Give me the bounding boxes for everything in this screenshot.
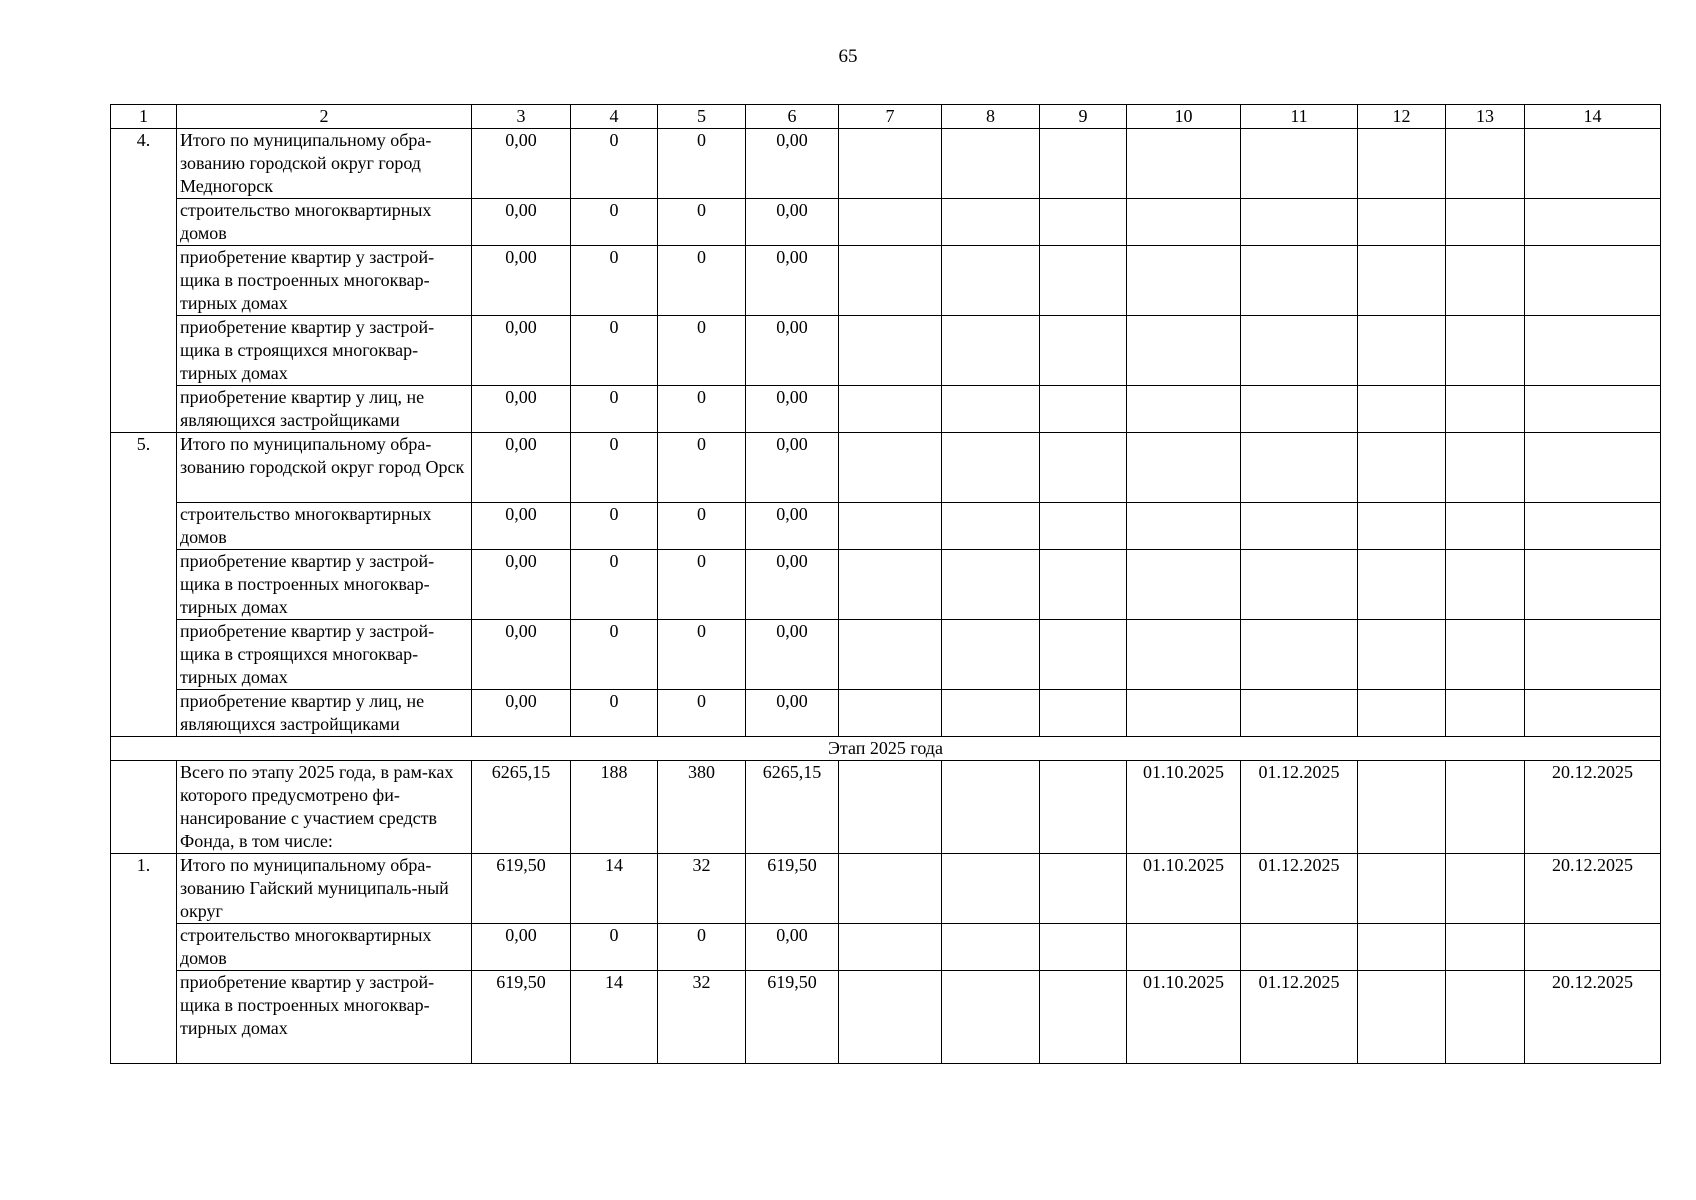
cell-col-12 [1358, 690, 1446, 737]
cell-col-11 [1241, 503, 1358, 550]
row-description: приобретение квартир у застрой-щика в строящихся многоквар-тирных домах [177, 316, 472, 386]
cell-col-12 [1358, 503, 1446, 550]
cell-col-5: 0 [658, 550, 746, 620]
cell-col-10 [1127, 620, 1241, 690]
cell-col-3: 0,00 [472, 550, 571, 620]
table-row [111, 129, 1661, 199]
cell-col-7 [839, 620, 942, 690]
cell-col-5: 0 [658, 129, 746, 199]
cell-col-5: 0 [658, 924, 746, 971]
table-row [111, 924, 1661, 971]
cell-col-3: 0,00 [472, 503, 571, 550]
cell-col-8 [942, 620, 1040, 690]
cell-col-5: 0 [658, 620, 746, 690]
cell-col-4: 14 [571, 971, 658, 1064]
column-number: 5 [658, 105, 746, 129]
cell-col-5: 32 [658, 971, 746, 1064]
cell-col-10 [1127, 550, 1241, 620]
cell-col-8 [942, 550, 1040, 620]
cell-col-11 [1241, 433, 1358, 503]
cell-col-4: 0 [571, 433, 658, 503]
cell-col-4: 0 [571, 620, 658, 690]
page-number: 65 [838, 46, 858, 67]
column-number: 6 [746, 105, 839, 129]
cell-col-12 [1358, 199, 1446, 246]
row-description: приобретение квартир у лиц, не являющихся застройщиками [177, 690, 472, 737]
cell-col-13 [1446, 199, 1525, 246]
cell-col-11 [1241, 620, 1358, 690]
cell-col-4: 0 [571, 386, 658, 433]
row-description: приобретение квартир у застрой-щика в построенных многоквар-тирных домах [177, 971, 472, 1064]
cell-col-9 [1040, 550, 1127, 620]
cell-col-9 [1040, 971, 1127, 1064]
cell-col-13 [1446, 971, 1525, 1064]
cell-col-7 [839, 246, 942, 316]
row-description: Всего по этапу 2025 года, в рам-ках которого предусмотрено фи-нансирование с участием средств Фонда, в том числе: [177, 761, 472, 854]
cell-col-14 [1525, 620, 1661, 690]
cell-col-9 [1040, 503, 1127, 550]
cell-col-6: 0,00 [746, 620, 839, 690]
cell-col-13 [1446, 924, 1525, 971]
cell-col-8 [942, 199, 1040, 246]
cell-col-4: 0 [571, 316, 658, 386]
table-row [111, 316, 1661, 386]
cell-col-13 [1446, 433, 1525, 503]
cell-col-11 [1241, 129, 1358, 199]
cell-col-3: 619,50 [472, 971, 571, 1064]
cell-col-5: 0 [658, 386, 746, 433]
cell-col-10: 01.10.2025 [1127, 971, 1241, 1064]
cell-col-8 [942, 854, 1040, 924]
cell-col-9 [1040, 246, 1127, 316]
cell-col-14 [1525, 550, 1661, 620]
cell-col-5: 0 [658, 246, 746, 316]
cell-col-6: 0,00 [746, 199, 839, 246]
table-row [111, 550, 1661, 620]
table-row [111, 761, 1661, 854]
row-description: приобретение квартир у застрой-щика в построенных многоквар-тирных домах [177, 246, 472, 316]
cell-col-3: 6265,15 [472, 761, 571, 854]
cell-col-6: 0,00 [746, 386, 839, 433]
table-row [111, 503, 1661, 550]
column-number: 8 [942, 105, 1040, 129]
column-number: 4 [571, 105, 658, 129]
cell-col-7 [839, 433, 942, 503]
table-row [111, 433, 1661, 503]
cell-col-8 [942, 129, 1040, 199]
row-number [111, 761, 177, 854]
cell-col-13 [1446, 503, 1525, 550]
column-number: 3 [472, 105, 571, 129]
column-number: 12 [1358, 105, 1446, 129]
cell-col-3: 619,50 [472, 854, 571, 924]
cell-col-12 [1358, 386, 1446, 433]
cell-col-4: 0 [571, 199, 658, 246]
cell-col-14: 20.12.2025 [1525, 971, 1661, 1064]
cell-col-11 [1241, 316, 1358, 386]
cell-col-5: 0 [658, 316, 746, 386]
cell-col-9 [1040, 433, 1127, 503]
row-description: строительство многоквартирных домов [177, 199, 472, 246]
cell-col-14: 20.12.2025 [1525, 854, 1661, 924]
column-number: 9 [1040, 105, 1127, 129]
cell-col-9 [1040, 924, 1127, 971]
cell-col-9 [1040, 199, 1127, 246]
cell-col-4: 0 [571, 246, 658, 316]
cell-col-13 [1446, 316, 1525, 386]
cell-col-12 [1358, 854, 1446, 924]
cell-col-11: 01.12.2025 [1241, 761, 1358, 854]
cell-col-7 [839, 761, 942, 854]
cell-col-8 [942, 690, 1040, 737]
cell-col-14: 20.12.2025 [1525, 761, 1661, 854]
cell-col-14 [1525, 129, 1661, 199]
cell-col-14 [1525, 433, 1661, 503]
row-description: Итого по муниципальному обра-зованию городской округ город Орск [177, 433, 472, 503]
cell-col-7 [839, 129, 942, 199]
cell-col-14 [1525, 316, 1661, 386]
cell-col-6: 619,50 [746, 854, 839, 924]
cell-col-7 [839, 971, 942, 1064]
cell-col-10 [1127, 433, 1241, 503]
cell-col-13 [1446, 620, 1525, 690]
cell-col-12 [1358, 433, 1446, 503]
cell-col-4: 0 [571, 503, 658, 550]
cell-col-12 [1358, 550, 1446, 620]
cell-col-8 [942, 246, 1040, 316]
cell-col-14 [1525, 199, 1661, 246]
cell-col-13 [1446, 550, 1525, 620]
cell-col-3: 0,00 [472, 386, 571, 433]
cell-col-9 [1040, 854, 1127, 924]
cell-col-10 [1127, 199, 1241, 246]
cell-col-10 [1127, 316, 1241, 386]
cell-col-12 [1358, 316, 1446, 386]
column-number: 14 [1525, 105, 1661, 129]
cell-col-10 [1127, 246, 1241, 316]
cell-col-7 [839, 854, 942, 924]
column-number: 13 [1446, 105, 1525, 129]
cell-col-6: 0,00 [746, 503, 839, 550]
column-number: 1 [111, 105, 177, 129]
cell-col-4: 0 [571, 550, 658, 620]
cell-col-7 [839, 550, 942, 620]
row-description: приобретение квартир у лиц, не являющихся застройщиками [177, 386, 472, 433]
cell-col-14 [1525, 246, 1661, 316]
stage-title: Этап 2025 года [111, 737, 1661, 761]
cell-col-7 [839, 386, 942, 433]
cell-col-11 [1241, 199, 1358, 246]
cell-col-8 [942, 316, 1040, 386]
cell-col-10 [1127, 503, 1241, 550]
cell-col-8 [942, 503, 1040, 550]
cell-col-6: 6265,15 [746, 761, 839, 854]
cell-col-13 [1446, 854, 1525, 924]
cell-col-9 [1040, 620, 1127, 690]
cell-col-6: 619,50 [746, 971, 839, 1064]
cell-col-7 [839, 316, 942, 386]
table-row [111, 690, 1661, 737]
cell-col-9 [1040, 761, 1127, 854]
cell-col-4: 0 [571, 924, 658, 971]
cell-col-5: 0 [658, 503, 746, 550]
table-row [111, 386, 1661, 433]
cell-col-5: 0 [658, 433, 746, 503]
cell-col-5: 380 [658, 761, 746, 854]
cell-col-10 [1127, 129, 1241, 199]
table-body [111, 105, 1661, 1064]
cell-col-8 [942, 971, 1040, 1064]
cell-col-3: 0,00 [472, 924, 571, 971]
cell-col-6: 0,00 [746, 316, 839, 386]
cell-col-13 [1446, 129, 1525, 199]
row-description: Итого по муниципальному обра-зованию Гайский муниципаль-ный округ [177, 854, 472, 924]
cell-col-10 [1127, 924, 1241, 971]
cell-col-7 [839, 503, 942, 550]
row-description: приобретение квартир у застрой-щика в строящихся многоквар-тирных домах [177, 620, 472, 690]
cell-col-5: 0 [658, 690, 746, 737]
cell-col-3: 0,00 [472, 433, 571, 503]
cell-col-14 [1525, 503, 1661, 550]
cell-col-12 [1358, 129, 1446, 199]
cell-col-12 [1358, 246, 1446, 316]
table-row [111, 620, 1661, 690]
cell-col-11 [1241, 690, 1358, 737]
cell-col-4: 0 [571, 690, 658, 737]
cell-col-11 [1241, 386, 1358, 433]
cell-col-8 [942, 924, 1040, 971]
cell-col-13 [1446, 690, 1525, 737]
row-description: приобретение квартир у застрой-щика в построенных многоквар-тирных домах [177, 550, 472, 620]
cell-col-3: 0,00 [472, 620, 571, 690]
cell-col-4: 14 [571, 854, 658, 924]
column-number: 10 [1127, 105, 1241, 129]
cell-col-12 [1358, 620, 1446, 690]
cell-col-3: 0,00 [472, 316, 571, 386]
cell-col-11 [1241, 924, 1358, 971]
cell-col-11 [1241, 550, 1358, 620]
cell-col-6: 0,00 [746, 246, 839, 316]
cell-col-14 [1525, 386, 1661, 433]
cell-col-6: 0,00 [746, 924, 839, 971]
column-number: 2 [177, 105, 472, 129]
cell-col-9 [1040, 386, 1127, 433]
cell-col-11: 01.12.2025 [1241, 854, 1358, 924]
cell-col-9 [1040, 316, 1127, 386]
cell-col-6: 0,00 [746, 433, 839, 503]
cell-col-13 [1446, 386, 1525, 433]
column-number-row [111, 105, 1661, 129]
row-description: строительство многоквартирных домов [177, 503, 472, 550]
cell-col-7 [839, 199, 942, 246]
row-description: строительство многоквартирных домов [177, 924, 472, 971]
row-number: 5. [111, 433, 177, 737]
cell-col-10: 01.10.2025 [1127, 854, 1241, 924]
table-row [111, 246, 1661, 316]
cell-col-14 [1525, 690, 1661, 737]
cell-col-7 [839, 924, 942, 971]
cell-col-14 [1525, 924, 1661, 971]
cell-col-4: 0 [571, 129, 658, 199]
cell-col-12 [1358, 761, 1446, 854]
column-number: 11 [1241, 105, 1358, 129]
cell-col-8 [942, 761, 1040, 854]
cell-col-9 [1040, 690, 1127, 737]
cell-col-3: 0,00 [472, 246, 571, 316]
cell-col-10 [1127, 386, 1241, 433]
cell-col-10 [1127, 690, 1241, 737]
table-row [111, 854, 1661, 924]
cell-col-5: 32 [658, 854, 746, 924]
cell-col-12 [1358, 924, 1446, 971]
cell-col-9 [1040, 129, 1127, 199]
cell-col-6: 0,00 [746, 690, 839, 737]
cell-col-8 [942, 433, 1040, 503]
cell-col-8 [942, 386, 1040, 433]
cell-col-10: 01.10.2025 [1127, 761, 1241, 854]
cell-col-3: 0,00 [472, 690, 571, 737]
stage-row [111, 737, 1661, 761]
cell-col-11: 01.12.2025 [1241, 971, 1358, 1064]
table-row [111, 199, 1661, 246]
cell-col-6: 0,00 [746, 129, 839, 199]
cell-col-13 [1446, 761, 1525, 854]
row-number: 1. [111, 854, 177, 1064]
cell-col-4: 188 [571, 761, 658, 854]
row-description: Итого по муниципальному обра-зованию городской округ город Медногорск [177, 129, 472, 199]
cell-col-5: 0 [658, 199, 746, 246]
column-number: 7 [839, 105, 942, 129]
cell-col-7 [839, 690, 942, 737]
table-row [111, 971, 1661, 1064]
cell-col-12 [1358, 971, 1446, 1064]
row-number: 4. [111, 129, 177, 433]
cell-col-3: 0,00 [472, 199, 571, 246]
cell-col-11 [1241, 246, 1358, 316]
resettlement-table [110, 104, 1661, 1064]
cell-col-13 [1446, 246, 1525, 316]
cell-col-3: 0,00 [472, 129, 571, 199]
cell-col-6: 0,00 [746, 550, 839, 620]
